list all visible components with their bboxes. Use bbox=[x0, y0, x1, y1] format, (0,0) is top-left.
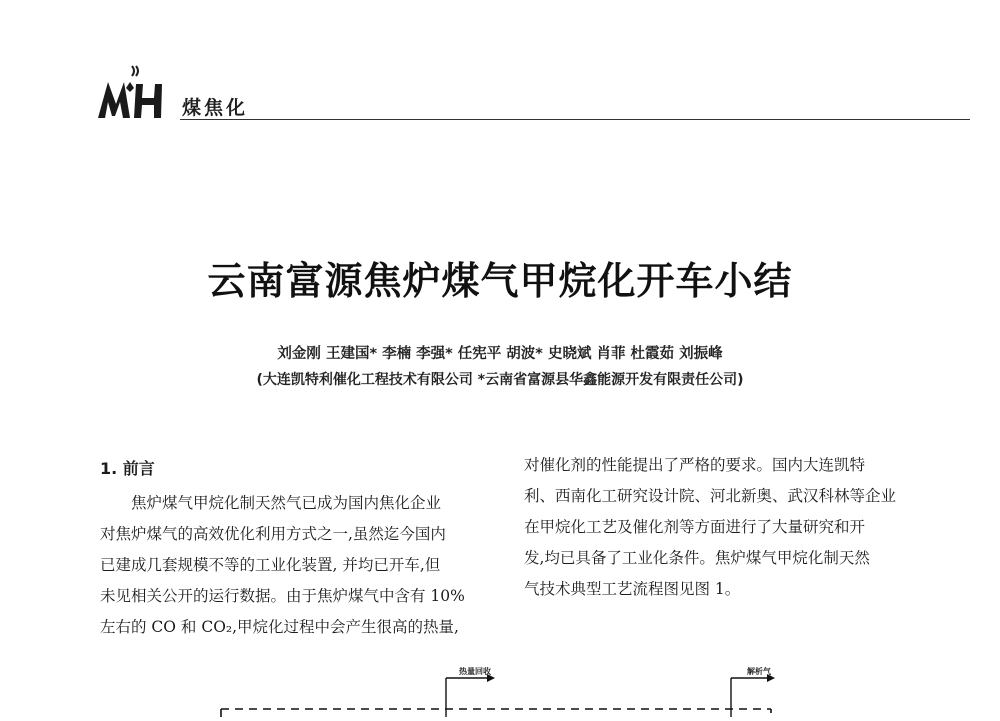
section-heading: 1. 前言 bbox=[100, 459, 155, 478]
paragraph-line: 气技术典型工艺流程图见图 1。 bbox=[524, 580, 741, 598]
paragraph-line: 发,均已具备了工业化条件。焦炉煤气甲烷化制天然 bbox=[524, 549, 870, 567]
figure-label-desorption-gas: 解析气 bbox=[747, 667, 771, 676]
right-column bbox=[524, 450, 909, 605]
paragraph-line: 对催化剂的性能提出了严格的要求。国内大连凯特 bbox=[524, 456, 866, 474]
paragraph-line: 在甲烷化工艺及催化剂等方面进行了大量研究和开 bbox=[524, 518, 866, 536]
left-column bbox=[100, 453, 485, 643]
paper-title: 云南富源焦炉煤气甲烷化开车小结 bbox=[207, 258, 793, 303]
header-rule bbox=[180, 119, 970, 120]
affiliations: (大连凯特利催化工程技术有限公司 *云南省富源县华鑫能源开发有限责任公司) bbox=[256, 372, 744, 388]
paragraph-line: 焦炉煤气甲烷化制天然气已成为国内焦化企业 bbox=[131, 494, 442, 512]
journal-name: 煤焦化 bbox=[182, 97, 249, 119]
journal-logo-icon bbox=[96, 64, 176, 122]
paragraph-line: 未见相关公开的运行数据。由于焦炉煤气中含有 10% bbox=[100, 587, 465, 605]
process-flow-figure bbox=[215, 660, 785, 717]
paragraph-line: 已建成几套规模不等的工业化装置, 并均已开车,但 bbox=[100, 556, 441, 574]
figure-label-heat-recovery: 热量回收 bbox=[459, 667, 491, 676]
journal-header bbox=[96, 64, 970, 124]
figure-lines bbox=[215, 660, 785, 717]
author-list: 刘金刚 王建国* 李楠 李强* 任宪平 胡波* 史晓斌 肖菲 杜霞茹 刘振峰 bbox=[277, 346, 723, 362]
paragraph-line: 利、西南化工研究设计院、河北新奥、武汉科林等企业 bbox=[524, 487, 897, 505]
paragraph-line: 左右的 CO 和 CO₂,甲烷化过程中会产生很高的热量, bbox=[100, 618, 459, 636]
paragraph-line: 对焦炉煤气的高效优化利用方式之一,虽然迄今国内 bbox=[100, 525, 446, 543]
